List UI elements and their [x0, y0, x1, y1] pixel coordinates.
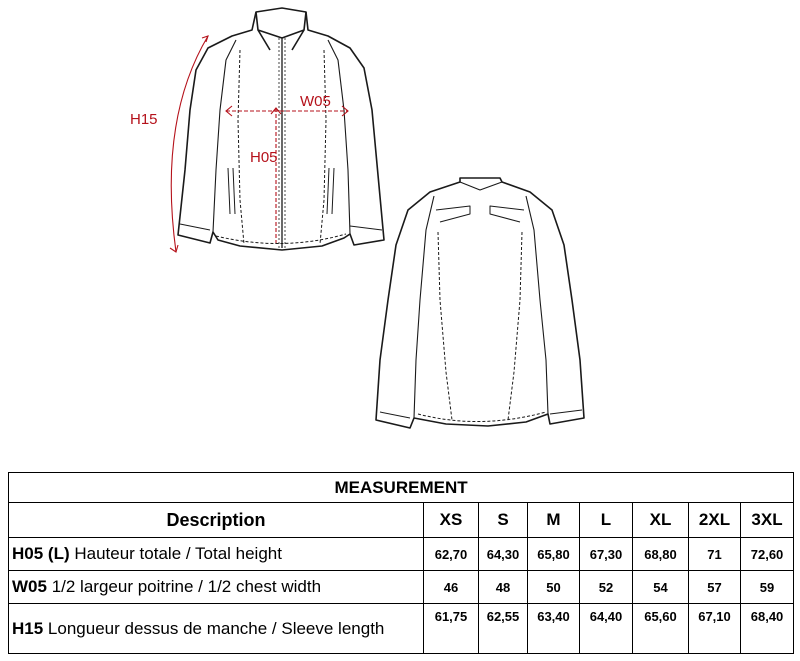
table-row [9, 604, 794, 654]
table-cell: 67,10 [689, 604, 741, 654]
row-code: H05 (L) [12, 544, 70, 563]
size-header: XL [633, 503, 689, 538]
row-label: Hauteur totale / Total height [74, 544, 282, 563]
table-cell: 68,80 [633, 538, 689, 571]
table-cell: 54 [633, 571, 689, 604]
table-cell: 65,60 [633, 604, 689, 654]
measurement-table [8, 472, 793, 654]
table-cell: 68,40 [741, 604, 794, 654]
table-cell: 50 [528, 571, 580, 604]
table-cell: 48 [479, 571, 528, 604]
table-cell: 64,30 [479, 538, 528, 571]
size-header: L [580, 503, 633, 538]
row-description [9, 571, 424, 604]
table-cell: 64,40 [580, 604, 633, 654]
size-header: M [528, 503, 580, 538]
size-header: 3XL [741, 503, 794, 538]
h05-label: H05 [250, 149, 278, 166]
table-cell: 59 [741, 571, 794, 604]
table-cell: 52 [580, 571, 633, 604]
table-cell: 61,75 [424, 604, 479, 654]
size-header: S [479, 503, 528, 538]
row-code: H15 [12, 618, 44, 638]
table-cell: 46 [424, 571, 479, 604]
table-cell: 57 [689, 571, 741, 604]
table-title: MEASUREMENT [9, 473, 794, 503]
row-code: W05 [12, 577, 47, 596]
table-cell: 62,70 [424, 538, 479, 571]
table-row [9, 538, 794, 571]
table-cell: 67,30 [580, 538, 633, 571]
table-row [9, 571, 794, 604]
row-label: 1/2 largeur poitrine / 1/2 chest width [51, 577, 322, 596]
size-header: 2XL [689, 503, 741, 538]
size-header: XS [424, 503, 479, 538]
description-header: Description [9, 503, 424, 538]
table-cell: 62,55 [479, 604, 528, 654]
jacket-back-view [376, 178, 584, 428]
table-cell: 63,40 [528, 604, 580, 654]
table-cell: 65,80 [528, 538, 580, 571]
table-cell: 71 [689, 538, 741, 571]
jacket-front-view [178, 8, 384, 250]
w05-label: W05 [300, 93, 331, 110]
row-label: Longueur dessus de manche / Sleeve length [47, 618, 385, 638]
row-description [9, 538, 424, 571]
table-cell: 72,60 [741, 538, 794, 571]
row-description [9, 604, 424, 654]
h15-label: H15 [130, 111, 158, 128]
